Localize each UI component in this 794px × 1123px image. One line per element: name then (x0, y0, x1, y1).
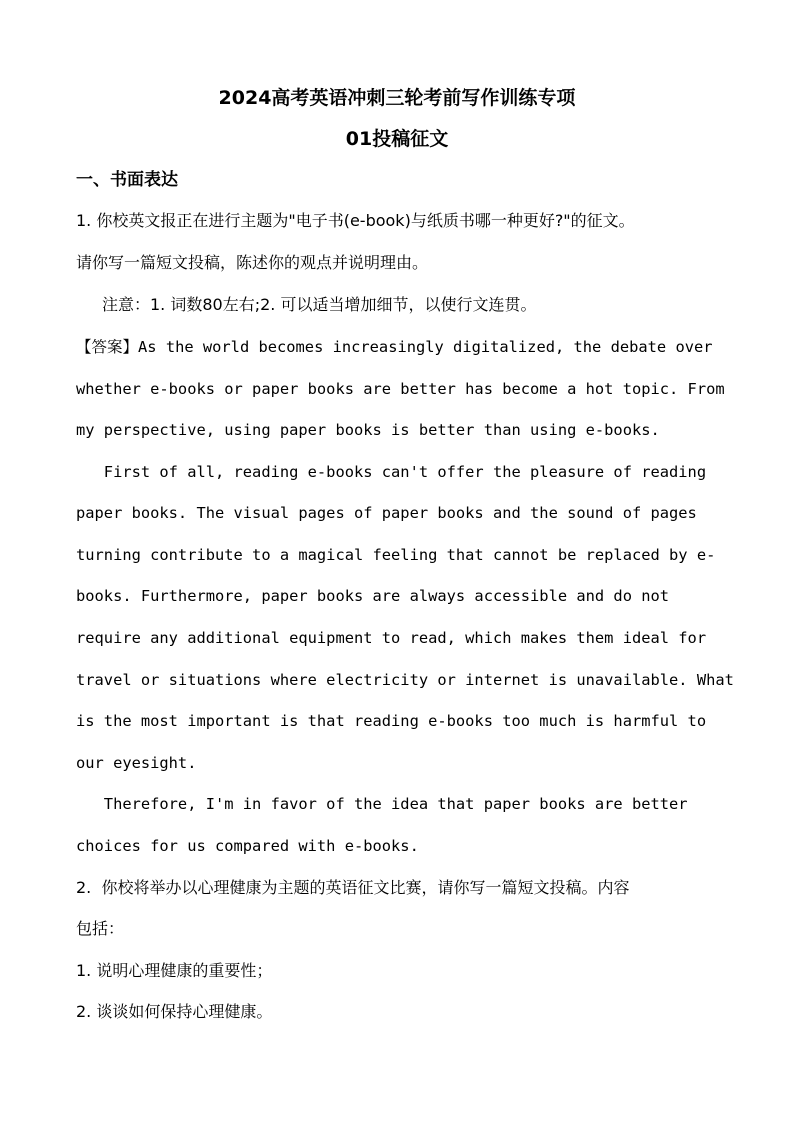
answer-line-9: travel or situations where electricity or internet is unavailable. What (76, 671, 734, 689)
answer-line-13: choices for us compared with e-books. (76, 837, 419, 855)
q1-note: 注意：1. 词数80左右;2. 可以适当增加细节，以使行文连贯。 (102, 295, 537, 314)
answer-line-3: my perspective, using paper books is better than using e-books. (76, 421, 660, 439)
answer-line-11: our eyesight. (76, 754, 197, 772)
answer-line-7: books. Furthermore, paper books are always accessible and do not (76, 587, 670, 605)
answer-text: As the world becomes increasingly digitalized, the debate over (138, 338, 713, 356)
answer-label: 【答案】 (76, 338, 139, 356)
answer-line-4: First of all, reading e-books can't offer the pleasure of reading (76, 463, 707, 481)
document-subtitle: 01投稿征文 (345, 128, 449, 150)
q1-line-2: 请你写一篇短文投稿，陈述你的观点并说明理由。 (76, 253, 429, 272)
answer-line-6: turning contribute to a magical feeling that cannot be replaced by e- (76, 546, 716, 564)
answer-line-1 (76, 336, 756, 358)
answer-line-10: is the most important is that reading e-books too much is harmful to (76, 712, 707, 730)
q2-line-2: 包括： (76, 919, 125, 938)
q2-item-1: 1. 说明心理健康的重要性； (76, 961, 273, 980)
answer-line-5: paper books. The visual pages of paper books and the sound of pages (76, 504, 697, 522)
answer-line-2: whether e-books or paper books are better has become a hot topic. From (76, 380, 725, 398)
answer-line-8: require any additional equipment to read, which makes them ideal for (76, 629, 707, 647)
q1-line-1: 1. 你校英文报正在进行主题为"电子书(e-book)与纸质书哪一种更好?"的征文。 (76, 211, 635, 230)
section-heading: 一、书面表达 (76, 170, 178, 190)
document-title: 2024高考英语冲刺三轮考前写作训练专项 (218, 87, 576, 109)
answer-line-12: Therefore, I'm in favor of the idea that paper books are better (76, 795, 688, 813)
q2-item-2: 2. 谈谈如何保持心理健康。 (76, 1002, 273, 1021)
q2-line-1: 2. 你校将举办以心理健康为主题的英语征文比赛，请你写一篇短文投稿。内容 (76, 878, 630, 897)
